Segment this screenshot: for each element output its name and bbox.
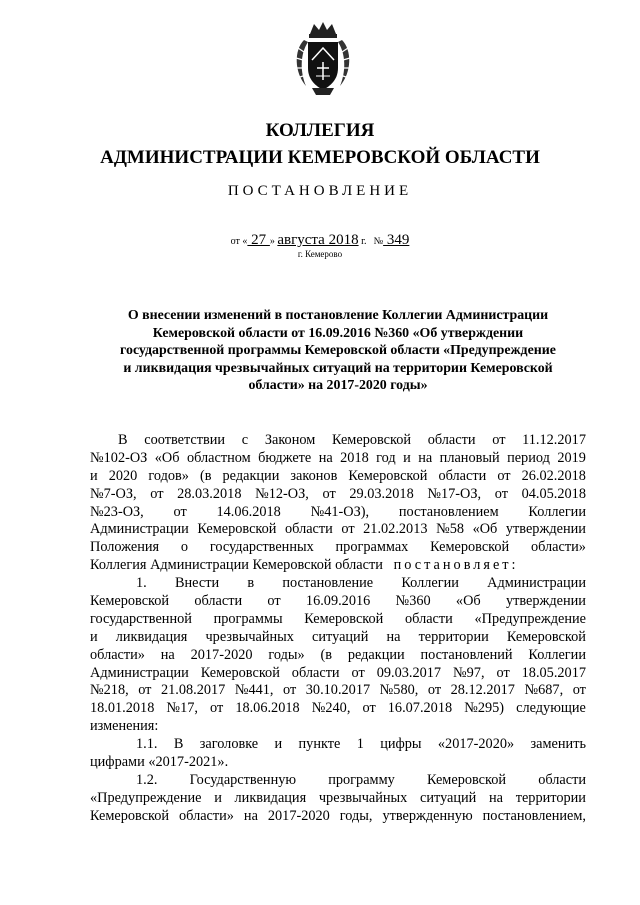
body-word: №23-ОЗ, xyxy=(90,503,144,520)
body-word: Кемеровской xyxy=(331,432,412,448)
body-word: 29.03.2018 xyxy=(349,485,414,502)
body-line xyxy=(90,718,586,736)
date-prefix: от « xyxy=(230,236,248,247)
body-word: и xyxy=(274,736,283,753)
body-word: областном xyxy=(186,449,251,466)
body-line xyxy=(90,665,586,683)
body-word: В xyxy=(118,432,128,448)
body-word: на xyxy=(386,628,401,645)
body-word: №295) xyxy=(464,700,505,717)
body-word: (в xyxy=(199,467,212,484)
body-word: 2017-2020 xyxy=(190,646,253,663)
body-word: ликвидация xyxy=(234,789,307,806)
body-word: Кемеровской xyxy=(90,807,170,824)
body-word: №218, xyxy=(90,682,129,699)
body-word: постановлением, xyxy=(482,807,586,824)
body-word: Внести xyxy=(174,575,220,592)
body-word: 1.2. xyxy=(136,771,158,788)
body-word: 16.07.2018 xyxy=(387,700,453,717)
body-word: редакции xyxy=(347,646,405,663)
date-month-year: августа 2018 xyxy=(277,232,359,248)
org-title-line1: КОЛЛЕГИЯ xyxy=(265,120,375,141)
body-word: №441, xyxy=(234,682,274,699)
body-line xyxy=(90,790,586,808)
body-word: годы, xyxy=(339,807,373,824)
body-word: области xyxy=(291,664,340,681)
body-word: «Об xyxy=(455,593,481,610)
number-prefix: № xyxy=(373,236,384,247)
body-word: Коллегии xyxy=(528,503,586,520)
body-word: заголовке xyxy=(199,736,259,753)
body-word: №41-ОЗ), xyxy=(310,503,370,520)
body-word: «Предупреждение xyxy=(474,610,586,627)
body-word: области xyxy=(427,432,476,448)
body-word: от xyxy=(494,485,508,502)
body-word: редакции xyxy=(222,467,280,484)
body-line xyxy=(90,611,586,629)
document-body xyxy=(90,432,586,826)
body-word: на xyxy=(243,807,258,824)
body-word: Администрации xyxy=(487,575,586,592)
body-line xyxy=(90,450,586,468)
body-word: 16.09.2016 xyxy=(305,593,371,610)
body-word: от xyxy=(138,682,152,699)
body-word: на xyxy=(489,789,504,806)
body-word: государственной xyxy=(90,610,192,627)
body-word: В xyxy=(173,736,184,753)
body-word: ликвидация xyxy=(115,628,188,645)
document-number: 349 xyxy=(383,232,410,248)
body-word: программах xyxy=(335,539,409,556)
subject-line: О внесении изменений в постановление Коллегии Администрации xyxy=(127,308,549,323)
body-word: 2017-2020 xyxy=(267,807,330,824)
body-word: и xyxy=(403,449,411,466)
body-line xyxy=(90,700,586,718)
body-word: постановление xyxy=(282,575,374,592)
body-line xyxy=(90,504,586,522)
body-line xyxy=(90,772,586,790)
body-word: на xyxy=(418,449,433,466)
body-word: №580, xyxy=(379,682,419,699)
body-word: 11.12.2017 xyxy=(522,432,586,448)
body-word: от xyxy=(496,664,510,681)
body-word: бюджете xyxy=(258,449,312,466)
body-word: государственных xyxy=(209,539,314,556)
body-word: области xyxy=(538,771,586,788)
body-line xyxy=(90,808,586,826)
date-mid: » xyxy=(269,236,278,247)
body-word: год xyxy=(376,449,396,466)
subject-line: Кемеровской области от 16.09.2016 №360 «Об утверждении xyxy=(152,325,524,341)
body-word: ситуаций xyxy=(312,628,369,645)
body-word: Положения xyxy=(90,539,160,556)
org-title-line2: АДМИНИСТРАЦИИ КЕМЕРОВСКОЙ ОБЛАСТИ xyxy=(100,147,540,168)
body-word: от xyxy=(322,485,336,502)
city: г. Кемерово xyxy=(297,249,343,259)
body-word: программы xyxy=(213,610,283,627)
body-line xyxy=(90,432,586,450)
body-word: №240, xyxy=(311,700,351,717)
body-word: от xyxy=(267,593,281,610)
body-word: 1.1. xyxy=(136,736,158,753)
body-word: №12-ОЗ, xyxy=(255,485,309,502)
body-word: от xyxy=(210,700,224,717)
body-word: 2019 xyxy=(557,449,586,466)
body-word: программу xyxy=(328,771,395,788)
body-line xyxy=(90,682,586,700)
body-word: Кемеровской xyxy=(90,593,170,610)
body-word: период xyxy=(507,449,550,466)
body-word: области xyxy=(194,593,243,610)
body-word: Государственную xyxy=(189,771,297,788)
body-word: годов» xyxy=(148,467,189,484)
body-line xyxy=(90,736,586,754)
body-word: Коллегии xyxy=(528,646,586,663)
body-word: области» xyxy=(179,807,234,824)
body-word: Администрации xyxy=(90,664,189,681)
body-word: (в xyxy=(320,646,333,663)
body-word: заменить xyxy=(530,736,586,753)
body-word: следующие xyxy=(516,700,586,717)
body-word: №360 xyxy=(395,593,431,610)
body-word: от xyxy=(283,682,297,699)
body-word: области xyxy=(438,467,487,484)
body-word: чрезвычайных xyxy=(318,789,408,806)
body-word: от xyxy=(362,700,376,717)
document-type: ПОСТАНОВЛЕНИЕ xyxy=(227,183,413,199)
body-line xyxy=(90,647,586,665)
body-word: Законом xyxy=(264,432,316,448)
body-word: 28.03.2018 xyxy=(177,485,242,502)
body-word: и xyxy=(214,789,222,806)
body-word: и xyxy=(90,467,98,484)
body-line xyxy=(90,557,586,575)
body-word: Кемеровской xyxy=(430,539,510,556)
body-word: 18.05.2017 xyxy=(521,664,586,681)
body-word: плановый xyxy=(439,449,500,466)
body-word: от xyxy=(351,664,365,681)
body-word: от xyxy=(572,682,586,699)
body-word: от xyxy=(497,467,511,484)
body-word: 1 xyxy=(356,736,364,753)
body-word: «Об xyxy=(472,521,498,538)
body-word: 18.01.2018 xyxy=(90,700,155,717)
body-word: 09.03.2017 xyxy=(376,664,442,681)
body-word: №102-ОЗ xyxy=(90,449,148,466)
subject-line: государственной программы Кемеровской области «Предупреждение xyxy=(120,343,556,358)
body-word: пункте xyxy=(298,736,341,753)
body-word: от xyxy=(492,432,506,448)
body-word: ситуаций xyxy=(420,789,477,806)
body-word: области» xyxy=(90,646,145,663)
body-word: №17-ОЗ, xyxy=(427,485,482,502)
body-word: 2020 xyxy=(108,467,138,484)
body-word: с xyxy=(241,432,249,448)
body-word: Кемеровской xyxy=(197,521,277,538)
body-word: годы» xyxy=(268,646,305,663)
body-word: территории xyxy=(418,628,489,645)
body-word: постановлений xyxy=(420,646,513,663)
body-word: чрезвычайных xyxy=(205,628,294,645)
body-word: утверждении xyxy=(505,593,586,610)
date-day: 27 xyxy=(247,232,270,248)
body-line xyxy=(90,754,586,772)
body-word: №97, xyxy=(453,664,485,681)
body-word: постановлением xyxy=(398,503,499,520)
body-word: Кемеровской xyxy=(200,664,280,681)
document-subject xyxy=(90,307,586,395)
body-word: №687, xyxy=(524,682,564,699)
body-word: «Об xyxy=(154,449,180,466)
body-word: 14.06.2018 xyxy=(216,503,281,520)
body-word: 04.05.2018 xyxy=(521,485,586,502)
body-word: от xyxy=(341,521,355,538)
body-word: территории xyxy=(515,789,586,806)
body-word: утверждении xyxy=(505,521,586,538)
body-word: соответствии xyxy=(144,432,226,448)
body-word: от xyxy=(173,503,187,520)
body-word: 26.02.2018 xyxy=(521,467,586,484)
body-word: 2018 xyxy=(340,449,369,466)
body-word: Кемеровской xyxy=(348,467,428,484)
body-word: 1. xyxy=(136,575,147,592)
body-word: области xyxy=(285,521,333,538)
body-word: Кемеровской xyxy=(426,771,507,788)
body-word: 21.02.2013 xyxy=(363,521,428,538)
body-word: законов xyxy=(290,467,338,484)
body-line xyxy=(90,486,586,504)
body-line xyxy=(90,539,586,557)
body-word: №7-ОЗ, xyxy=(90,485,137,502)
body-word: в xyxy=(247,575,255,592)
body-text: изменения: xyxy=(90,718,159,735)
body-text: Коллегия Администрации Кемеровской области xyxy=(90,557,383,574)
body-text: постановляет: xyxy=(393,557,519,574)
body-word: на xyxy=(318,449,333,466)
body-word: от xyxy=(427,682,442,699)
coat-of-arms-icon xyxy=(290,20,356,100)
body-word: на xyxy=(160,646,175,663)
body-word: №17, xyxy=(166,700,198,717)
body-line xyxy=(90,593,586,611)
body-word: области xyxy=(405,610,453,627)
body-word: цифры xyxy=(380,736,422,753)
body-line xyxy=(90,468,586,486)
body-word: «Предупреждение xyxy=(90,789,202,806)
body-word: 18.06.2018 xyxy=(235,700,300,717)
body-word: 21.08.2017 xyxy=(160,682,226,699)
body-line xyxy=(90,629,586,647)
body-word: Кемеровской xyxy=(304,610,384,627)
body-text: цифрами «2017-2021». xyxy=(90,754,229,771)
date-year-suffix: г. xyxy=(358,236,367,247)
body-word: о xyxy=(180,539,189,556)
body-word: от xyxy=(150,485,164,502)
body-word: утвержденную xyxy=(382,807,473,824)
body-word: 30.10.2017 xyxy=(305,682,371,699)
body-word: Кемеровской xyxy=(506,628,586,645)
body-word: Администрации xyxy=(90,521,189,538)
body-word: 28.12.2017 xyxy=(450,682,515,699)
body-word: и xyxy=(90,628,98,645)
subject-line: области» на 2017-2020 годы» xyxy=(248,378,428,393)
body-line xyxy=(90,575,586,593)
body-word: «2017-2020» xyxy=(437,736,515,753)
body-word: №58 xyxy=(436,521,465,538)
body-line xyxy=(90,521,586,539)
subject-line: и ликвидация чрезвычайных ситуаций на территории Кемеровской xyxy=(123,360,553,376)
date-line xyxy=(0,232,640,250)
body-word: Коллегии xyxy=(401,575,459,592)
body-word: области» xyxy=(530,539,586,556)
